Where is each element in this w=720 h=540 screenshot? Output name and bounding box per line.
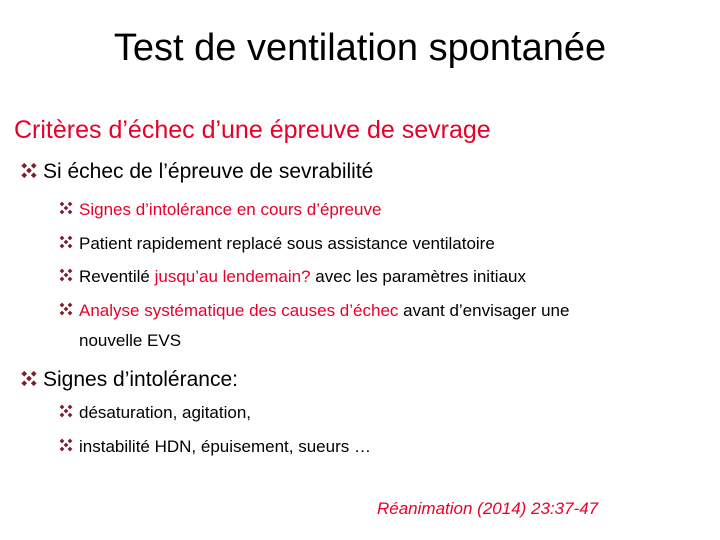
sub-point-1-3-post: avec les paramètres initiaux — [310, 267, 526, 286]
section-heading: Critères d’échec d’une épreuve de sevrage — [14, 116, 491, 144]
four-petal-diamond-icon — [56, 200, 76, 216]
bullet-point-2 — [18, 366, 238, 394]
sub-point-1-3 — [56, 265, 526, 289]
sub-point-2-1 — [56, 401, 251, 425]
sub-point-1-4-post: avant d’envisager une — [398, 301, 570, 320]
sub-point-2-1-text: désaturation, agitation, — [79, 403, 252, 422]
four-petal-diamond-icon — [18, 369, 40, 388]
slide-title: Test de ventilation spontanée — [113, 27, 607, 69]
four-petal-diamond-icon — [18, 161, 40, 180]
four-petal-diamond-icon — [56, 234, 76, 250]
four-petal-diamond-icon — [56, 267, 76, 283]
sub-point-2-2-text: instabilité HDN, épuisement, sueurs … — [79, 437, 371, 456]
sub-point-1-1-text: Signes d’intolérance en cours d’épreuve — [79, 200, 382, 219]
citation: Réanimation (2014) 23:37-47 — [377, 499, 599, 518]
four-petal-diamond-icon — [56, 403, 76, 419]
bullet-point-2-text: Signes d’intolérance: — [43, 368, 238, 391]
sub-point-1-3-red: jusqu’au lendemain? — [154, 267, 311, 286]
sub-point-1-3-pre: Reventilé — [79, 267, 155, 286]
sub-point-1-4-continuation: nouvelle EVS — [79, 331, 182, 350]
bullet-point-1 — [18, 158, 373, 186]
sub-point-1-1 — [56, 198, 381, 222]
sub-point-1-2 — [56, 232, 495, 256]
bullet-point-1-text: Si échec de l’épreuve de sevrabilité — [43, 160, 374, 183]
four-petal-diamond-icon — [56, 437, 76, 453]
sub-point-2-2 — [56, 435, 371, 459]
sub-point-1-2-text: Patient rapidement replacé sous assistance ventilatoire — [79, 234, 495, 253]
sub-point-1-4-red: Analyse systématique des causes d’échec — [79, 301, 399, 320]
sub-point-1-4 — [56, 299, 569, 323]
four-petal-diamond-icon — [56, 301, 76, 317]
